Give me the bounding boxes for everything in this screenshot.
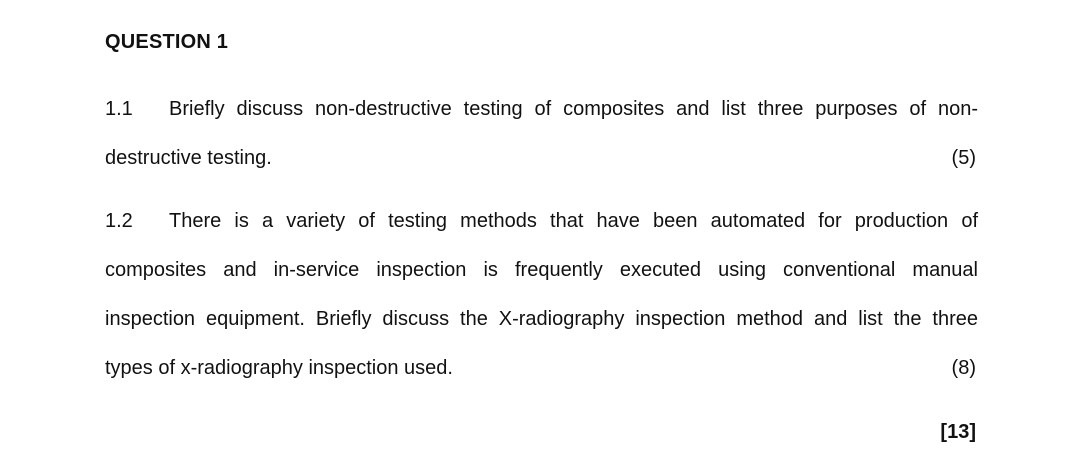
question-1-2-marks: (8) — [951, 357, 976, 379]
question-1-2-line-1: There is a variety of testing methods that have been automated for production of — [169, 210, 978, 232]
question-1-1-marks: (5) — [951, 147, 976, 169]
question-1-1-line-1: Briefly discuss non-destructive testing of composites and list three purposes of non- — [169, 98, 978, 120]
total-marks: [13] — [940, 421, 976, 443]
question-1-1-line-2: destructive testing. — [105, 147, 272, 169]
question-1-2-line-4: types of x-radiography inspection used. — [105, 357, 453, 379]
question-heading: QUESTION 1 — [105, 31, 229, 53]
question-1-2-line-3: inspection equipment. Briefly discuss the X-radiography inspection method and list the three — [105, 308, 978, 330]
question-1-1-number: 1.1 — [105, 98, 133, 120]
question-1-2-line-2: composites and in-service inspection is frequently executed using conventional manual — [105, 259, 978, 281]
question-1-2-number: 1.2 — [105, 210, 133, 232]
